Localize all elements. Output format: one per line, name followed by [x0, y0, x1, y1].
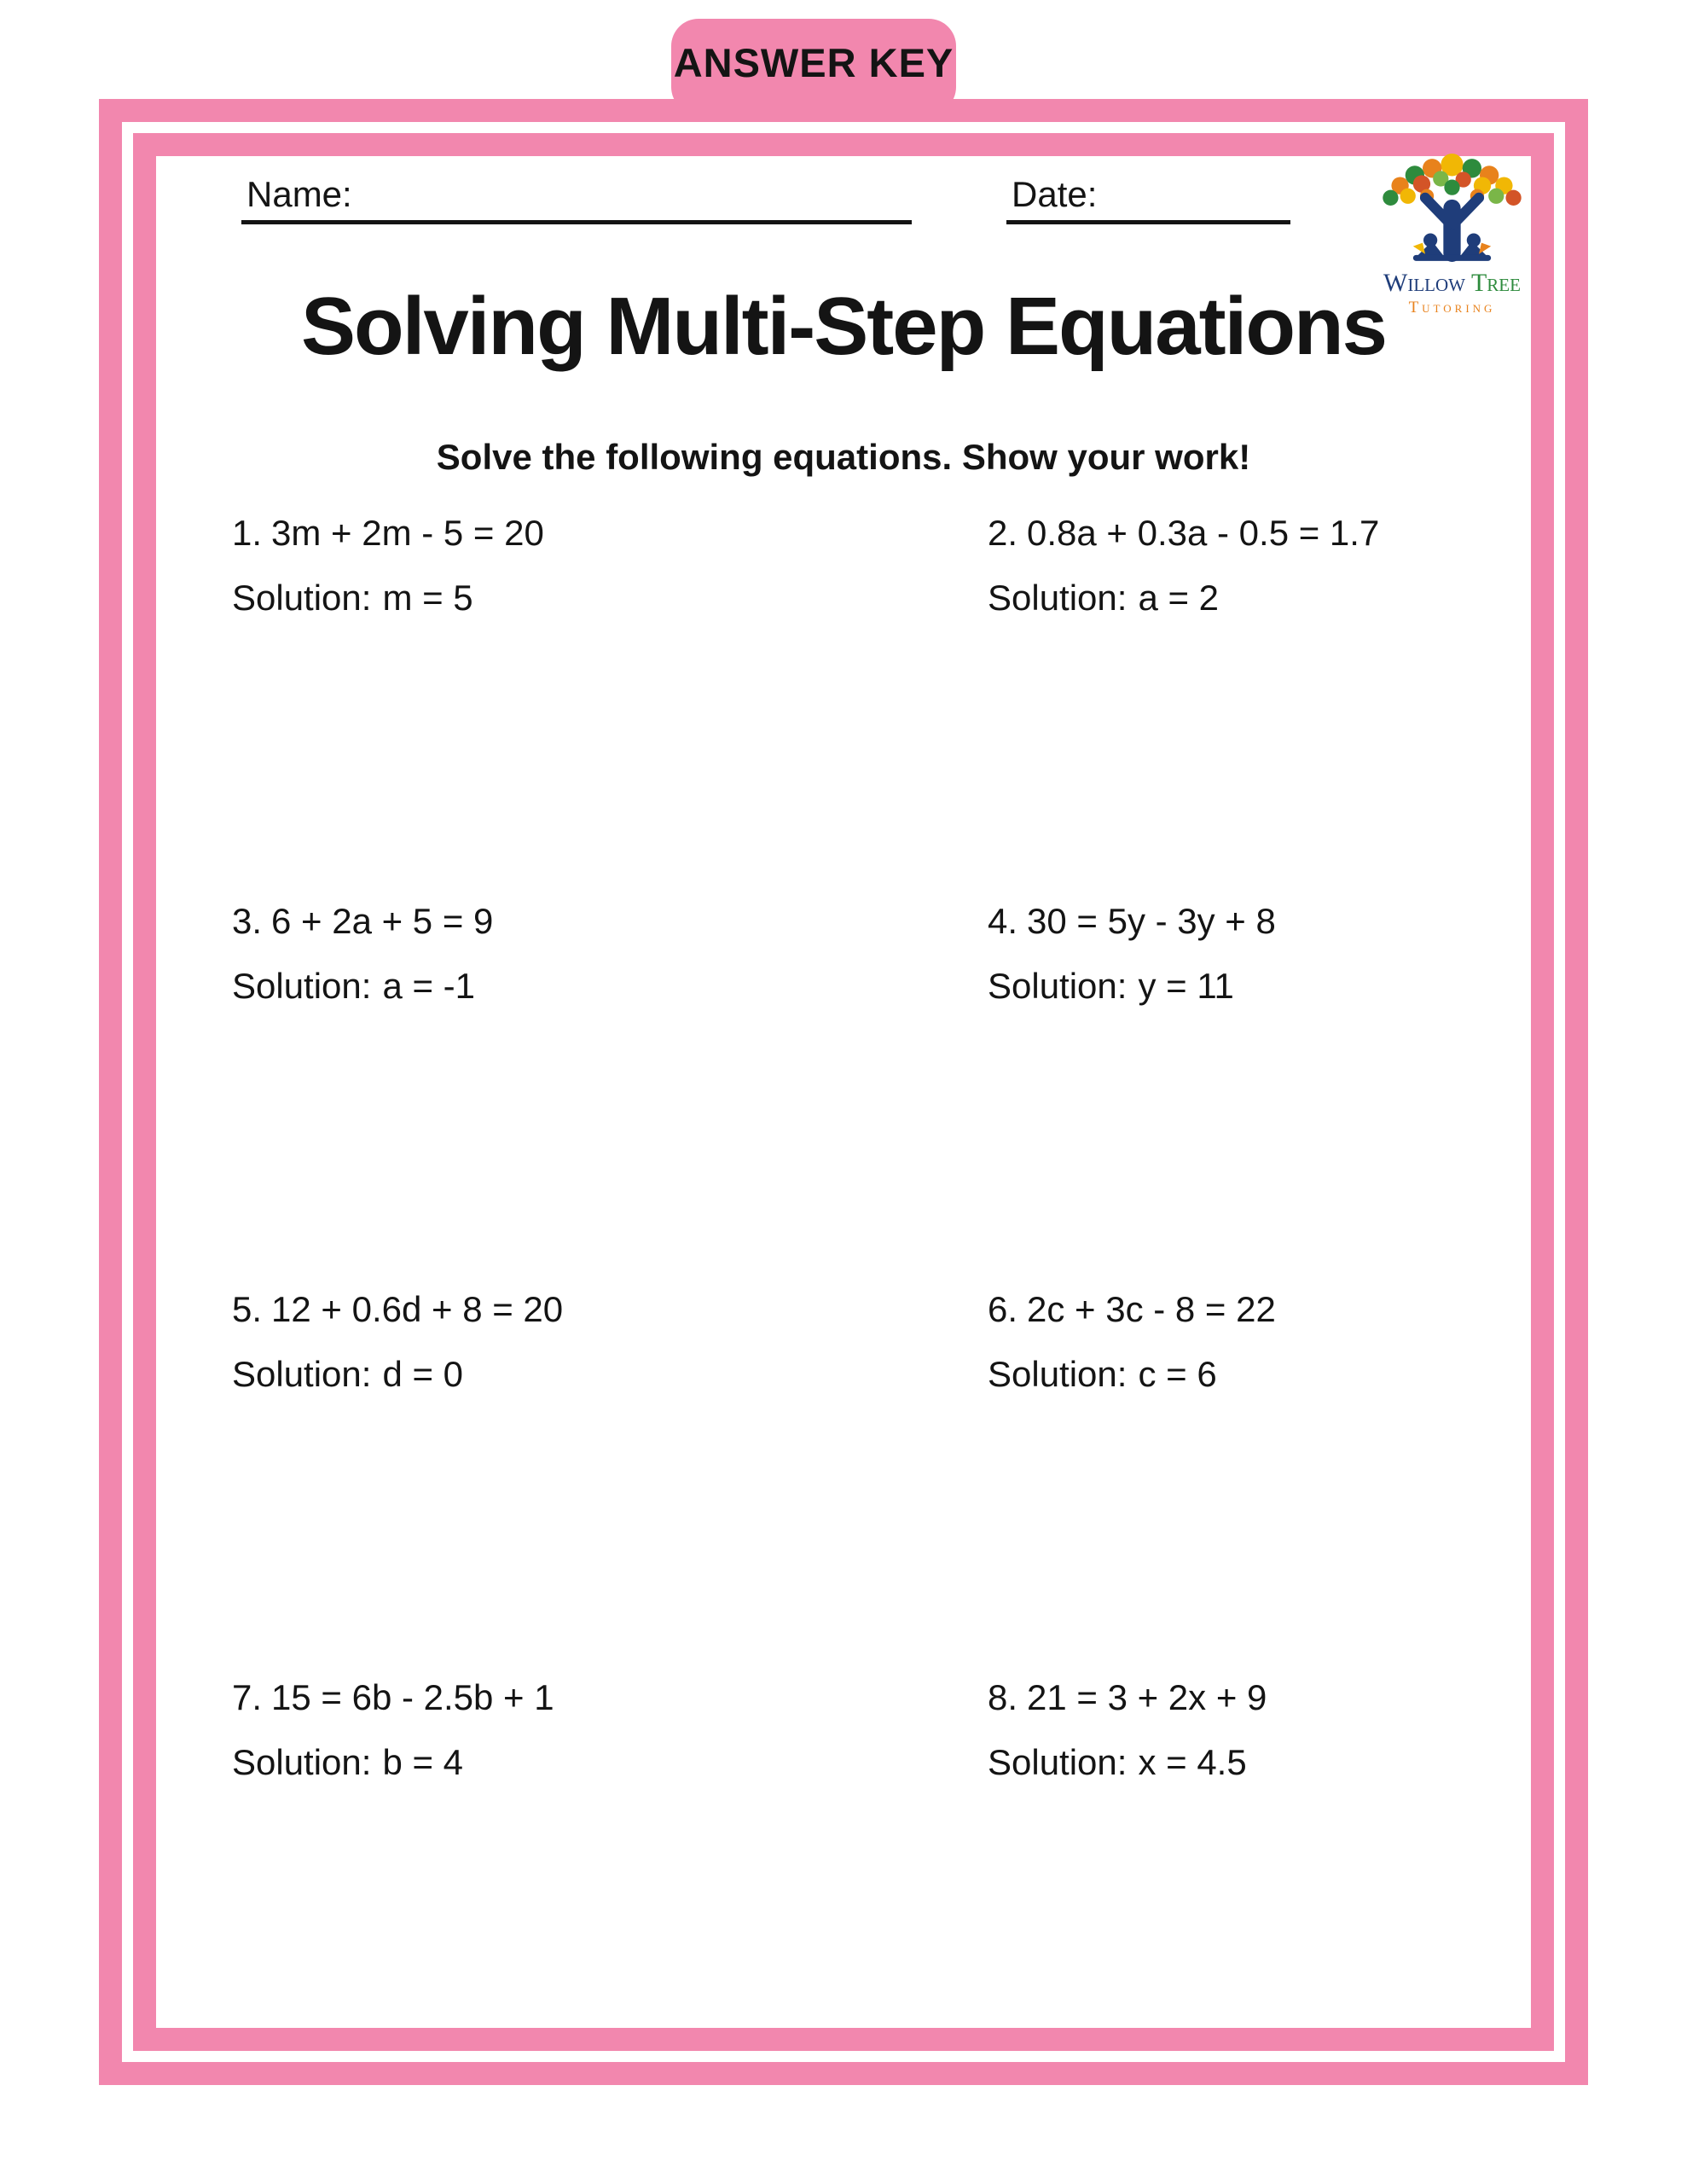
problem-equation: 15 = 6b - 2.5b + 1: [271, 1677, 554, 1717]
logo-tagline: Tutoring: [1408, 299, 1496, 317]
logo-word-tree: Tree: [1470, 269, 1521, 297]
problem-item-4: [913, 885, 1529, 1273]
problem-number: 1.: [232, 513, 263, 553]
problem-item-3: [158, 885, 913, 1273]
solution-answer: a = 2: [1138, 578, 1220, 619]
problem-equation: 0.8a + 0.3a - 0.5 = 1.7: [1027, 513, 1380, 553]
logo-word-willow: Willow: [1383, 269, 1465, 297]
problem-item-8: [913, 1661, 1529, 2049]
solution-label: Solution:: [232, 966, 372, 1007]
solution-answer: x = 4.5: [1138, 1742, 1247, 1783]
instructions-text: Solve the following equations. Show your work!: [436, 437, 1251, 477]
solution-label: Solution:: [988, 966, 1128, 1007]
solution-answer: c = 6: [1138, 1354, 1217, 1395]
problem-item-7: [158, 1661, 913, 2049]
handprint-tree-icon: [1369, 151, 1535, 265]
name-label: Name:: [246, 174, 352, 214]
problem-equation: 2c + 3c - 8 = 22: [1027, 1289, 1276, 1329]
solution-answer: a = -1: [382, 966, 476, 1007]
answer-key-label: ANSWER KEY: [673, 39, 954, 85]
solution-label: Solution:: [988, 578, 1128, 619]
solution-answer: d = 0: [382, 1354, 464, 1395]
problem-number: 7.: [232, 1677, 263, 1717]
problem-equation: 30 = 5y - 3y + 8: [1027, 901, 1276, 941]
problem-item-5: [158, 1273, 913, 1661]
problem-item-1: [158, 497, 913, 885]
problem-number: 5.: [232, 1289, 263, 1329]
problem-number: 2.: [988, 513, 1018, 553]
worksheet-title: Solving Multi-Step Equations: [301, 281, 1386, 372]
problem-equation: 3m + 2m - 5 = 20: [271, 513, 544, 553]
problem-equation: 12 + 0.6d + 8 = 20: [271, 1289, 564, 1329]
problem-number: 3.: [232, 901, 263, 941]
problem-number: 4.: [988, 901, 1018, 941]
date-blank-line: [1006, 220, 1290, 224]
worksheet-content: [158, 158, 1529, 2026]
problem-item-2: [913, 497, 1529, 885]
solution-label: Solution:: [988, 1742, 1128, 1783]
solution-label: Solution:: [988, 1354, 1128, 1395]
answer-key-badge: [671, 19, 956, 114]
solution-label: Solution:: [232, 1354, 372, 1395]
problem-equation: 6 + 2a + 5 = 9: [271, 901, 494, 941]
solution-label: Solution:: [232, 578, 372, 619]
problem-number: 8.: [988, 1677, 1018, 1717]
solution-label: Solution:: [232, 1742, 372, 1783]
solution-answer: m = 5: [382, 578, 473, 619]
date-label: Date:: [1012, 174, 1098, 214]
problem-number: 6.: [988, 1289, 1018, 1329]
problems-grid: [158, 497, 1529, 2049]
name-blank-line: [241, 220, 912, 224]
problem-item-6: [913, 1273, 1529, 1661]
solution-answer: y = 11: [1138, 966, 1234, 1007]
solution-answer: b = 4: [382, 1742, 464, 1783]
problem-equation: 21 = 3 + 2x + 9: [1027, 1677, 1267, 1717]
